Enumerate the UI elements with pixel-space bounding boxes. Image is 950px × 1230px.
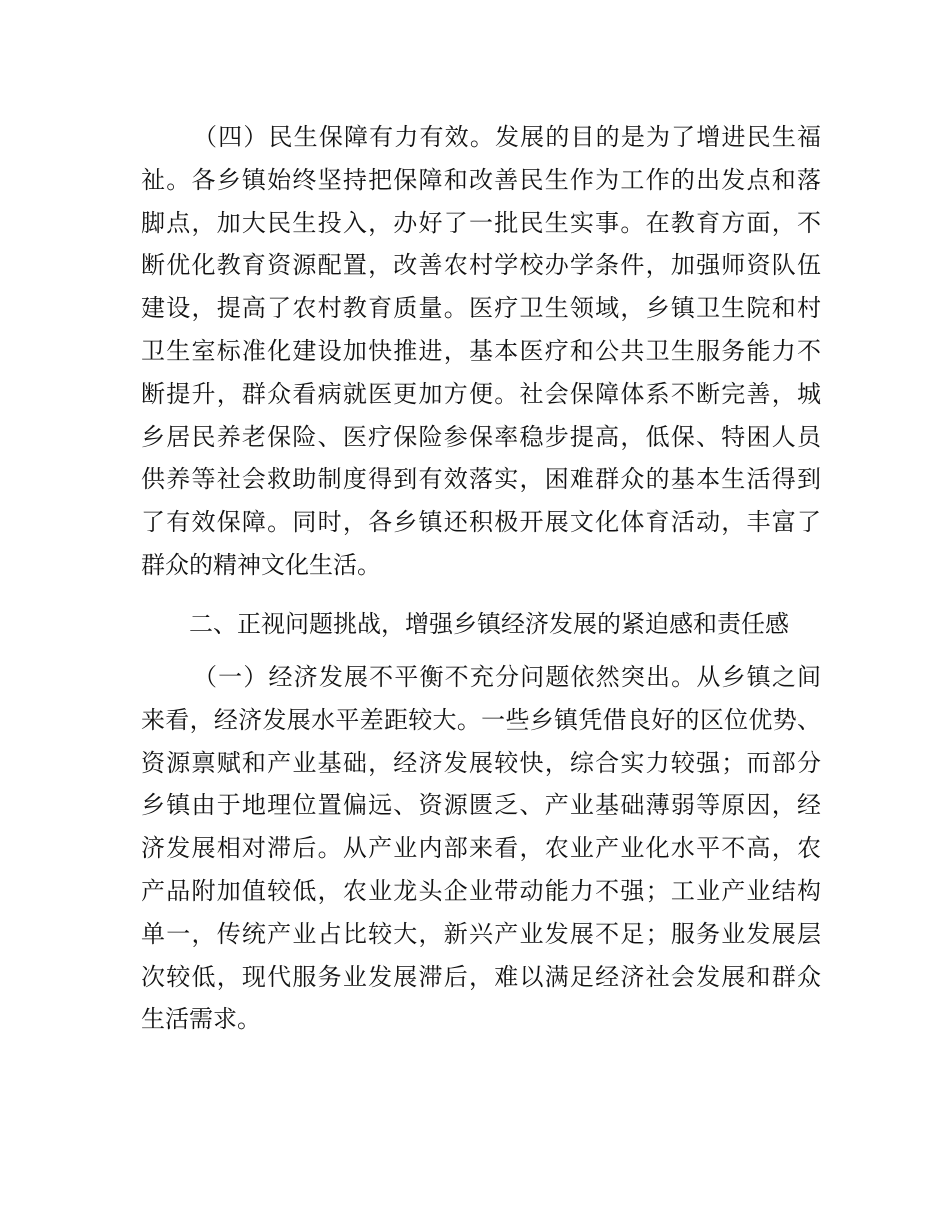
section-heading [141, 603, 821, 646]
paragraph-line: 来看，经济发展水平差距较大。一些乡镇凭借良好的区位优势、 [141, 705, 821, 734]
paragraph-line: 祉。各乡镇始终坚持把保障和改善民生作为工作的出发点和落 [141, 165, 821, 194]
paragraph-unbalanced-development [141, 656, 821, 1041]
paragraph-line: 断提升，群众看病就医更加方便。社会保障体系不断完善，城 [141, 379, 821, 408]
paragraph-line: 次较低，现代服务业发展滞后，难以满足经济社会发展和群众 [141, 962, 821, 991]
paragraph-line: 资源禀赋和产业基础，经济发展较快，综合实力较强；而部分 [141, 748, 821, 777]
paragraph-line: 了有效保障。同时，各乡镇还积极开展文化体育活动，丰富了 [141, 508, 821, 537]
paragraph-line: 脚点，加大民生投入，办好了一批民生实事。在教育方面，不 [141, 208, 821, 237]
paragraph-line: 建设，提高了农村教育质量。医疗卫生领域，乡镇卫生院和村 [141, 294, 821, 323]
paragraph-line: （四）民生保障有力有效。发展的目的是为了增进民生福 [193, 123, 821, 151]
paragraph-line: 单一，传统产业占比较大，新兴产业发展不足；服务业发展层 [141, 919, 821, 948]
paragraph-line: 产品附加值较低，农业龙头企业带动能力不强；工业产业结构 [141, 876, 821, 905]
paragraph-line: 卫生室标准化建设加快推进，基本医疗和公共卫生服务能力不 [141, 336, 821, 365]
paragraph-line: 群众的精神文化生活。 [141, 550, 381, 579]
paragraph-line: 断优化教育资源配置，改善农村学校办学条件，加强师资队伍 [141, 251, 821, 280]
paragraph-line: （一）经济发展不平衡不充分问题依然突出。从乡镇之间 [193, 663, 821, 691]
paragraph-line: 乡居民养老保险、医疗保险参保率稳步提高，低保、特困人员 [141, 422, 821, 451]
paragraph-line: 乡镇由于地理位置偏远、资源匮乏、产业基础薄弱等原因，经 [141, 791, 821, 820]
paragraph-line: 济发展相对滞后。从产业内部来看，农业产业化水平不高，农 [141, 834, 821, 863]
section-heading-text: 二、正视问题挑战，增强乡镇经济发展的紧迫感和责任感 [189, 610, 789, 638]
paragraph-line: 生活需求。 [141, 1005, 261, 1034]
paragraph-people-livelihood [141, 116, 821, 587]
paragraph-line: 供养等社会救助制度得到有效落实，困难群众的基本生活得到 [141, 465, 821, 494]
